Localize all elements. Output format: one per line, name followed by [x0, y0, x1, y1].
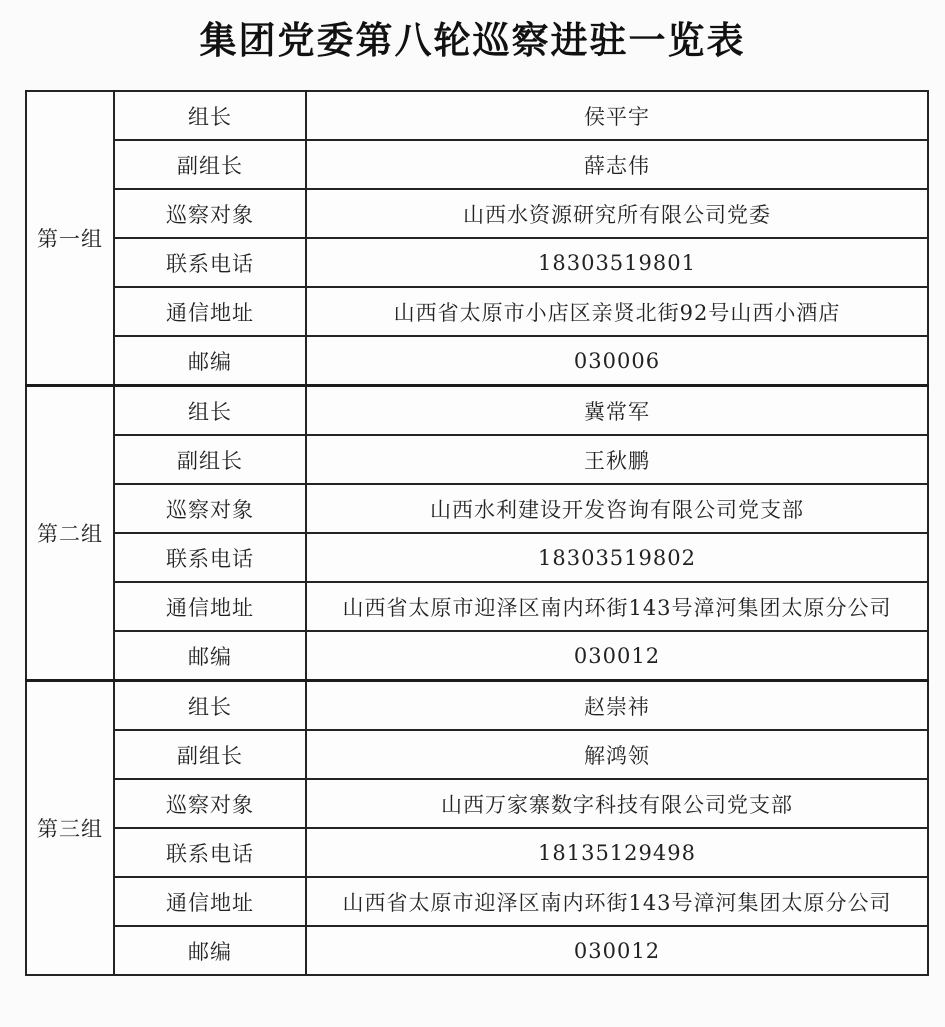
row-label-cell: 联系电话 — [114, 238, 306, 287]
deputy-leader-value-cell: 薛志伟 — [306, 140, 928, 189]
phone-value-cell: 18303519801 — [306, 238, 928, 287]
row-label-cell: 巡察对象 — [114, 779, 306, 828]
table-row — [26, 681, 928, 731]
address-value-cell: 山西省太原市小店区亲贤北街92号山西小酒店 — [306, 287, 928, 336]
row-label-cell: 巡察对象 — [114, 189, 306, 238]
row-label-cell: 组长 — [114, 91, 306, 140]
row-label-cell: 副组长 — [114, 435, 306, 484]
row-label-cell: 邮编 — [114, 926, 306, 975]
group-name-cell: 第三组 — [26, 681, 114, 976]
phone-value-cell: 18303519802 — [306, 533, 928, 582]
table-row — [26, 189, 928, 238]
table-row — [26, 435, 928, 484]
table-row — [26, 926, 928, 975]
table-row — [26, 631, 928, 681]
table-row — [26, 533, 928, 582]
row-label-cell: 副组长 — [114, 730, 306, 779]
inspection-target-value-cell: 山西水利建设开发咨询有限公司党支部 — [306, 484, 928, 533]
table-row — [26, 730, 928, 779]
table-row — [26, 238, 928, 287]
phone-value-cell: 18135129498 — [306, 828, 928, 877]
table-row — [26, 336, 928, 386]
postal-code-value-cell: 030012 — [306, 631, 928, 681]
row-label-cell: 邮编 — [114, 336, 306, 386]
leader-value-cell: 冀常军 — [306, 386, 928, 436]
postal-code-value-cell: 030012 — [306, 926, 928, 975]
row-label-cell: 巡察对象 — [114, 484, 306, 533]
row-label-cell: 联系电话 — [114, 828, 306, 877]
row-label-cell: 副组长 — [114, 140, 306, 189]
leader-value-cell: 侯平宇 — [306, 91, 928, 140]
table-row — [26, 484, 928, 533]
inspection-roster-table — [25, 90, 929, 976]
row-label-cell: 通信地址 — [114, 287, 306, 336]
table-row — [26, 877, 928, 926]
address-value-cell: 山西省太原市迎泽区南内环街143号漳河集团太原分公司 — [306, 582, 928, 631]
row-label-cell: 通信地址 — [114, 582, 306, 631]
table-row — [26, 287, 928, 336]
row-label-cell: 组长 — [114, 681, 306, 731]
leader-value-cell: 赵崇祎 — [306, 681, 928, 731]
table-row — [26, 386, 928, 436]
postal-code-value-cell: 030006 — [306, 336, 928, 386]
table-row — [26, 91, 928, 140]
inspection-target-value-cell: 山西水资源研究所有限公司党委 — [306, 189, 928, 238]
table-row — [26, 140, 928, 189]
table-row — [26, 828, 928, 877]
group-name-cell: 第二组 — [26, 386, 114, 681]
group-name-cell: 第一组 — [26, 91, 114, 386]
row-label-cell: 联系电话 — [114, 533, 306, 582]
deputy-leader-value-cell: 解鸿领 — [306, 730, 928, 779]
inspection-target-value-cell: 山西万家寨数字科技有限公司党支部 — [306, 779, 928, 828]
deputy-leader-value-cell: 王秋鹏 — [306, 435, 928, 484]
table-row — [26, 582, 928, 631]
page-title: 集团党委第八轮巡察进驻一览表 — [199, 18, 746, 62]
table-row — [26, 779, 928, 828]
address-value-cell: 山西省太原市迎泽区南内环街143号漳河集团太原分公司 — [306, 877, 928, 926]
row-label-cell: 组长 — [114, 386, 306, 436]
row-label-cell: 邮编 — [114, 631, 306, 681]
row-label-cell: 通信地址 — [114, 877, 306, 926]
